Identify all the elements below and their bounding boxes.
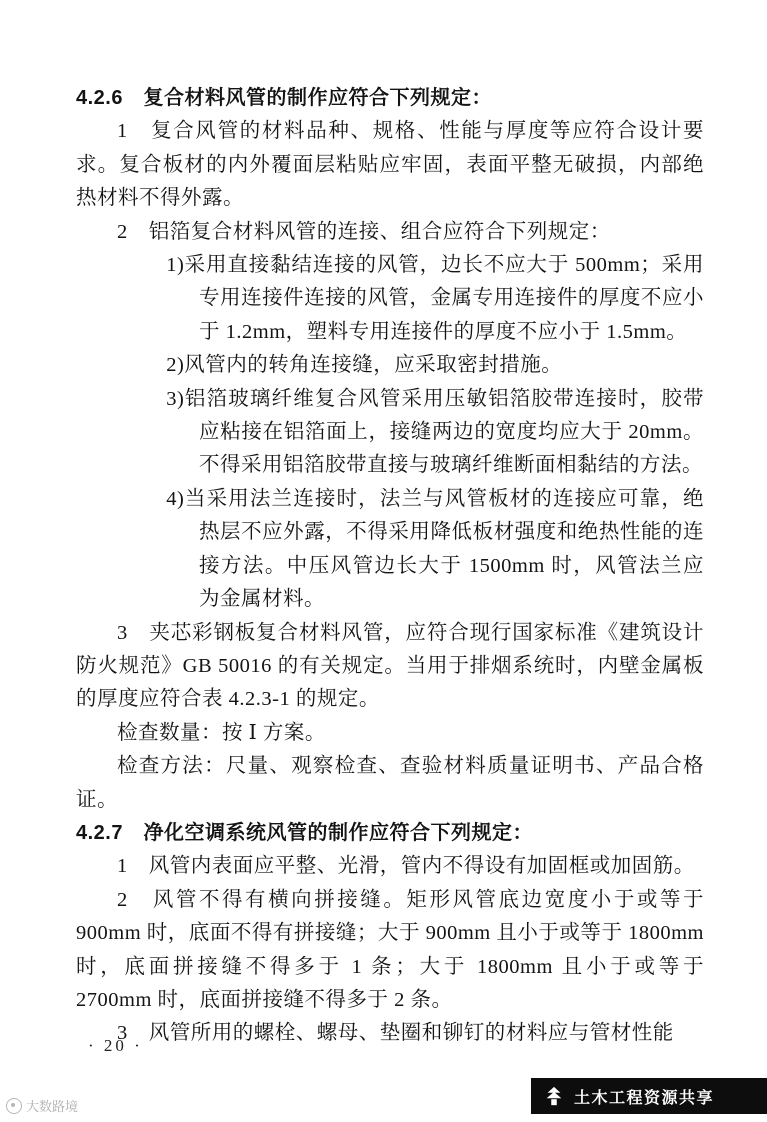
brand-logo-icon: [543, 1085, 565, 1107]
brand-banner: [531, 1078, 767, 1114]
inspection-method-note: 检查方法：尺量、观察检查、查验材料质量证明书、产品合格证。: [76, 755, 704, 811]
watermark: [6, 1096, 78, 1115]
sub-item: 4)当采用法兰连接时，法兰与风管板材的连接应可靠，绝热层不应外露，不得采用降低板材强度和绝热性能的连接方法。中压风管边长大于 1500mm 时，风管法兰应为金属材料。: [166, 487, 704, 611]
numbered-item: 2 风管不得有横向拼接缝。矩形风管底边宽度小于或等于 900mm 时，底面不得有拼接缝；大于 900mm 且小于或等于 1800mm 时，底面拼接缝不得多于 1 条；大于 1800mm 且小于或等于 2700mm 时，底面拼接缝不得多于 2 条。: [76, 888, 704, 1011]
sub-item: 1)采用直接黏结连接的风管，边长不应大于 500mm；采用专用连接件连接的风管，金属专用连接件的厚度不应小于 1.2mm，塑料专用连接件的厚度不应小于 1.5mm。: [166, 254, 704, 343]
page-number: · 20 ·: [88, 1036, 143, 1055]
clause-heading-4-2-7: 4.2.7 净化空调系统风管的制作应符合下列规定：: [76, 821, 533, 844]
numbered-item: 1 风管内表面应平整、光滑，管内不得设有加固框或加固筋。: [117, 855, 695, 878]
watermark-icon: [6, 1098, 22, 1114]
numbered-item: 3 风管所用的螺栓、螺母、垫圈和铆钉的材料应与管材性能: [117, 1022, 674, 1045]
clause-heading-4-2-6: 4.2.6 复合材料风管的制作应符合下列规定：: [76, 87, 492, 109]
numbered-item: 2 铝箔复合材料风管的连接、组合应符合下列规定：: [117, 220, 611, 243]
watermark-label: 大数路境: [26, 1099, 79, 1114]
inspection-quantity-note: 检查数量：按 Ⅰ 方案。: [117, 721, 326, 744]
sub-item: 2)风管内的转角连接缝，应采取密封措施。: [166, 354, 563, 377]
brand-label: 土木工程资源共享: [574, 1089, 715, 1107]
document-body: [76, 82, 704, 1051]
sub-item: 3)铝箔玻璃纤维复合风管采用压敏铝箔胶带连接时，胶带应粘接在铝箔面上，接缝两边的宽度均应大于 20mm。不得采用铝箔胶带直接与玻璃纤维断面相黏结的方法。: [166, 387, 704, 477]
numbered-item: 1 复合风管的材料品种、规格、性能与厚度等应符合设计要求。复合板材的内外覆面层粘贴应牢固，表面平整无破损，内部绝热材料不得外露。: [76, 120, 704, 210]
numbered-item: 3 夹芯彩钢板复合材料风管，应符合现行国家标准《建筑设计防火规范》GB 50016 的有关规定。当用于排烟系统时，内壁金属板的厚度应符合表 4.2.3-1 的规定。: [76, 621, 704, 711]
